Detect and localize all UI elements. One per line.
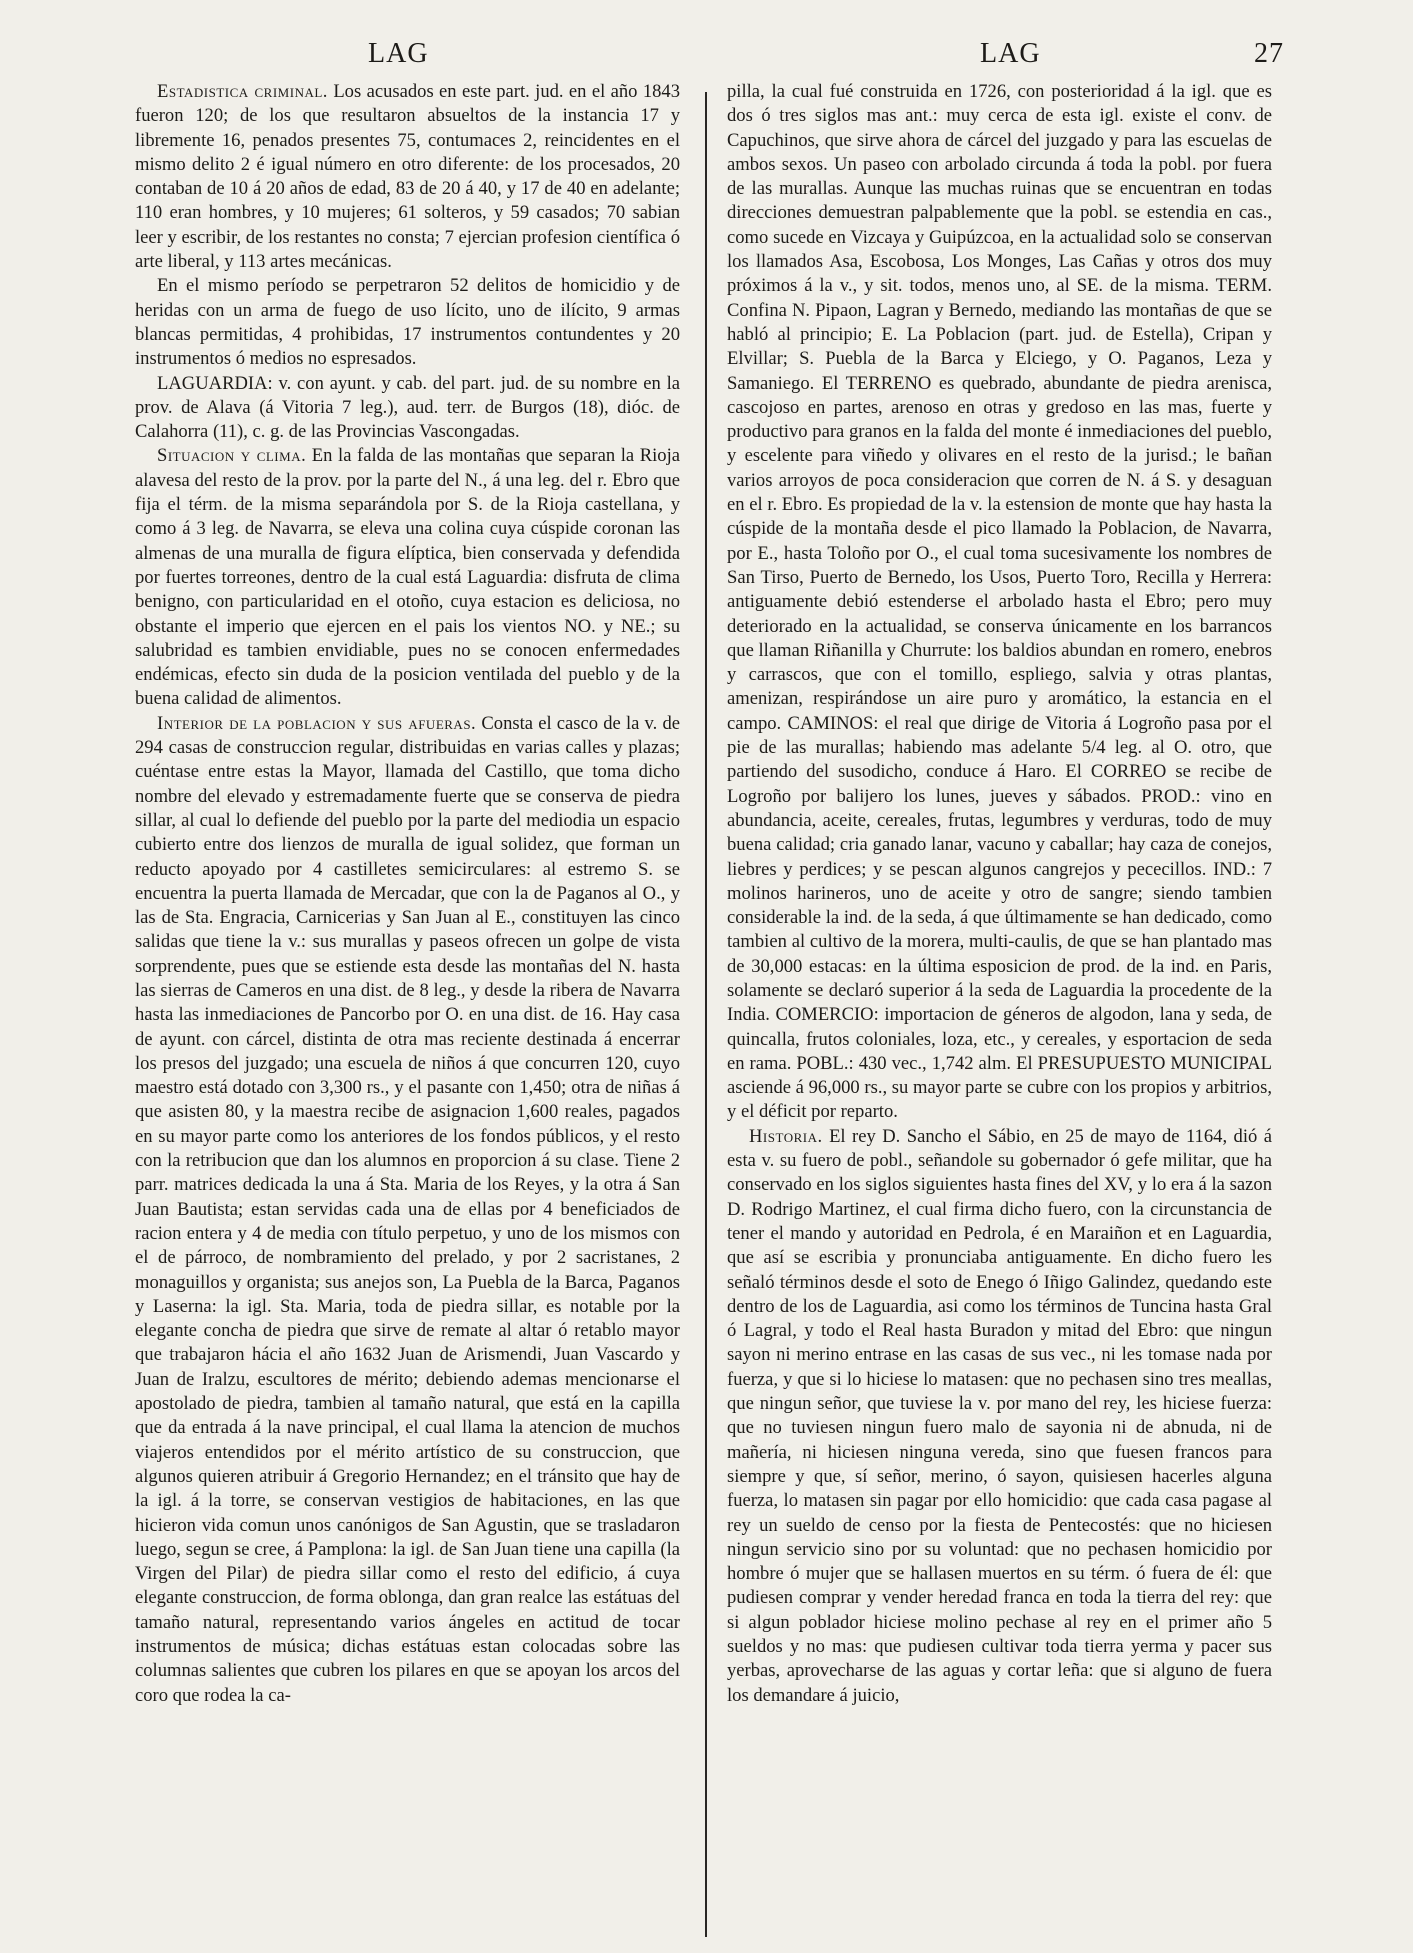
running-head-right: LAG: [980, 38, 1041, 69]
paragraph-text: pilla, la cual fué construida en 1726, con posterioridad á la igl. que es dos ó tres siglos mas ant.: muy cerca de esta igl. existe el conv. de Capuchinos, que sirve ahora de cárcel del juzgado y para las escuelas de ambos sexos. Un paseo con arbolado circunda á toda la pobl. por fuera de las murallas. Aunque las muchas ruinas que se encuentran en todas direcciones demuestran palpablemente que la pobl. se estendia en cas., como sucede en Vizcaya y Guipúzcoa, en la actualidad solo se conservan los llamados Asa, Escobosa, Los Monges, Las Cañas y otros dos muy próximos á la v., y sit. todos, menos uno, al SE. de la misma. TERM. Confina N. Pipaon, Lagran y Bernedo, mediando las montañas de que se habló al principio; E. La Poblacion (part. jud. de Estella), Cripan y Elvillar; S. Puebla de la Barca y Elciego, y O. Paganos, Leza y Samaniego. El TERRENO es quebrado, abundante de piedra arenisca, cascojoso en partes, arenoso en otras y gredoso en las mas, fuerte y productivo para granos en la falda del monte é inmediaciones del pueblo, y escelente para viñedo y olivares en el resto de la jurisd.; le bañan varios arroyos de poca consideracion que corren de N. á S. y desaguan en el r. Ebro. Es propiedad de la v. la estension de monte que hay hasta la cúspide de la montaña desde el pico llamado la Poblacion, de Navarra, por E., hasta Toloño por O., el cual toma sucesivamente los nombres de San Tirso, Puerto de Bernedo, los Usos, Puerto Toro, Recilla y Herrera: antiguamente debió estenderse el arbolado hasta el Ebro; pero muy deteriorado en la actualidad, se conserva únicamente en los barrancos que llaman Riñanilla y Churrute: los baldios abundan en romero, enebros y carrascos, que con el tomillo, espliego, salvia y otras plantas, amenizan, respirándose un aire puro y aromático, la estancia en el campo. CAMINOS: el real que dirige de Vitoria á Logroño pasa por el pie de las murallas; habiendo mas adelante 5/4 leg. al O. otro, que partiendo del susodicho, conduce á Haro. El CORREO se recibe de Logroño por balijero los lunes, jueves y sábados. PROD.: vino en abundancia, aceite, cereales, frutas, legumbres y verduras, todo de muy buena calidad; cria ganado lanar, vacuno y caballar; hay caza de conejos, liebres y perdices; y se pescan algunos cangrejos y pececillos. IND.: 7 molinos harineros, uno de aceite y otro de sangre; siendo tambien considerable la ind. de la seda, á que últimamente se han dedicado, como tambien al cultivo de la morera, multi-caulis, de que se han plantado mas de 30,000 estacas: en la última esposicion de prod. de la ind. en Paris, solamente se declaró superior á la seda de Laguardia la procedente de la India. COMERCIO: importacion de géneros de algodon, lana y seda, de quincalla, frutos coloniales, loza, etc., y cereales, y esportacion de seda en rama. POBL.: 430 vec., 1,742 alm. El PRESUPUESTO MUNICIPAL asciende á 96,000 rs., su mayor parte se cubre con los propios y arbitrios, y el déficit por reparto.: [727, 81, 1272, 1123]
paragraph-interior: [135, 712, 680, 1708]
column-divider: [705, 92, 707, 1937]
paragraph-situacion: [135, 444, 680, 711]
section-label: Interior de la poblacion y sus afueras.: [157, 712, 477, 734]
paragraph-continuation: [727, 80, 1272, 1125]
paragraph-historia: [727, 1125, 1272, 1708]
page-number: 27: [1254, 38, 1284, 69]
paragraph-text: Los acusados en este part. jud. en el año 1843 fueron 120; de los que resultaron absueltos de la instancia 17 y libremente 16, penados presentes 75, contumaces 2, reincidentes en el mismo delito 2 é igual número en otro diferente: de los procesados, 20 contaban de 10 á 20 años de edad, 83 de 20 á 40, y 17 de 40 en adelante; 110 eran hombres, y 10 mujeres; 61 solteros, y 59 casados; 70 sabian leer y escribir, de los restantes no consta; 7 ejercian profesion científica ó arte liberal, y 113 artes mecánicas.: [135, 81, 681, 273]
running-head-left: LAG: [368, 38, 429, 69]
right-column: [727, 80, 1272, 1708]
paragraph-text: El rey D. Sancho el Sábio, en 25 de mayo de 1164, dió á esta v. su fuero de pobl., señandole su gobernador ó gefe militar, que ha conservado en los siglos siguientes hasta fines del XV, y lo era á la sazon D. Rodrigo Martinez, el cual firma dicho fuero, con la circunstancia de tener el mando y autoridad en Pedrola, é en Maraiñon et en Laguardia, que así se escribia y pronunciaba antiguamente. En dicho fuero les señaló términos desde el soto de Enego ó Iñigo Galindez, quedando este dentro de los de Laguardia, asi como los términos de Tuncina hasta Gral ó Lagral, y todo el Real hasta Buradon y mitad del Ebro: que ningun sayon ni merino entrase en las casas de sus vec., ni les tomase nada por fuerza, y que si lo hiciese lo matasen: que no pechasen sino tres meallas, que ningun señor, que tuviese la v. por mano del rey, les hiciese fuerza: que no tuviesen ningun fuero malo de sayonia ni de abnuda, ni de mañería, ni hiciesen ninguna vereda, sino que fuesen francos para siempre y que, sí señor, merino, ó sayon, quisiesen hacerles alguna fuerza, lo matasen sin pagar por ello homicidio: que cada casa pagase al rey un sueldo de censo por la fiesta de Pentecostés: que no hiciesen ningun servicio sino por su voluntad: que no pechasen homicidio por hombre ó mujer que se hallasen muertos en su térm. ó fuera de él: que pudiesen comprar y vender heredad franca en toda la tierra del rey: que si algun poblador hiciese molino pechase al rey en el primer año 5 sueldos y no mas: que pudiesen cultivar toda tierra yerma y pacer sus yerbas, aprovecharse de las aguas y cortar leña: que si alguno de fuera los demandare á juicio,: [727, 1125, 1272, 1706]
section-label: Situacion y clima.: [157, 445, 307, 467]
paragraph-text: LAGUARDIA: v. con ayunt. y cab. del part. jud. de su nombre en la prov. de Alava (á Vitoria 7 leg.), aud. terr. de Burgos (18), dióc. de Calahorra (11), c. g. de las Provincias Vascongadas.: [135, 372, 680, 443]
left-column: [135, 80, 680, 1708]
paragraph-delitos: [135, 274, 680, 371]
paragraph-text: En la falda de las montañas que separan la Rioja alavesa del resto de la prov. por la parte del N., á una leg. del r. Ebro que fija el térm. de la misma separándola por S. de la Rioja castellana, y como á 3 leg. de Navarra, se eleva una colina cuya cúspide coronan las almenas de una muralla de figura elíptica, bien conservada y defendida por fuertes torreones, dentro de la cual está Laguardia: disfruta de clima benigno, con particularidad en el otoño, cuya estacion es deliciosa, no obstante el imperio que ejercen en el pais los vientos NO. y NE.; su salubridad es tambien envidiable, pues no se conocen enfermedades endémicas, efecto sin duda de la posicion ventilada del pueblo y de la buena calidad de alimentos.: [135, 445, 680, 710]
paragraph-text: Consta el casco de la v. de 294 casas de construccion regular, distribuidas en varias calles y plazas; cuéntase entre estas la Mayor, llamada del Castillo, que toma dicho nombre del elevado y estremadamente fuerte que se conserva de piedra sillar, al cual lo defiende del pueblo por la parte del mediodia un espacio cubierto entre dos lienzos de muralla de igual solidez, que forman un reducto apoyado por 4 castilletes semicirculares: al estremo S. se encuentra la puerta llamada de Mercadar, que con la de Paganos al O., y las de Sta. Engracia, Carnicerias y San Juan al E., constituyen las cinco salidas que tiene la v.: sus murallas y paseos ofrecen un golpe de vista sorprendente, pues que se estiende esta desde las montañas del N. hasta las sierras de Cameros en una dist. de 8 leg., y desde la ribera de Navarra hasta las inmediaciones de Pancorbo por O. en una dist. de 16. Hay casa de ayunt. con cárcel, distinta de otra mas reciente destinada á encerrar los presos del juzgado; una escuela de niños á que concurren 120, cuyo maestro está dotado con 3,300 rs., y el pasante con 1,450; otra de niñas á que asisten 80, y la maestra recibe de asignacion 1,600 reales, pagados en su mayor parte como los anteriores de los fondos públicos, y el resto con la retribucion que dan los alumnos en proporcion á su clase. Tiene 2 parr. matrices dedicada la una á Sta. Maria de los Reyes, y la otra á San Juan Bautista; estan servidas cada una de ellas por 4 beneficiados de racion entera y 4 de media con título perpetuo, y uno de los mismos con el de párroco, de nombramiento del prelado, y por 2 sacristanes, 2 monaguillos y organista; sus anejos son, La Puebla de la Barca, Paganos y Laserna: la igl. Sta. Maria, toda de piedra sillar, es notable por la elegante concha de piedra que sirve de remate al altar ó retablo mayor que trabajaron hácia el año 1632 Juan de Arismendi, Juan Vascardo y Juan de Iralzu, escultores de mérito; debiendo ademas mencionarse el apostolado de piedra, tambien al tamaño natural, que está en la capilla que da entrada á la nave principal, el cual llama la atencion de muchos viajeros entendidos por el mérito artístico de su construccion, que algunos quieren atribuir á Gregorio Hernandez; en el tránsito que hay de la igl. á la torre, se conservan vestigios de habitaciones, en las que hicieron vida comun unos canónigos de San Agustin, que se trasladaron luego, segun se cree, á Pamplona: la igl. de San Juan tiene una capilla (la Virgen del Pilar) de piedra sillar como el resto del edificio, á cuya elegante construccion, de forma oblonga, dan gran realce las estátuas del tamaño natural, representando varios ángeles en actitud de tocar instrumentos de música; dichas estátuas estan colocadas sobre las columnas salientes que cubren los pilares en que se apoyan los arcos del coro que rodea la ca-: [135, 712, 680, 1706]
section-label: Historia.: [749, 1125, 823, 1147]
paragraph-estadistica: [135, 80, 680, 274]
paragraph-laguardia-entry: [135, 372, 680, 445]
section-label: Estadistica criminal.: [157, 81, 328, 102]
paragraph-text: En el mismo período se perpetraron 52 delitos de homicidio y de heridas con un arma de fuego de uso lícito, uno de ilícito, 9 armas blancas permitidas, 4 prohibidas, 17 instrumentos contundentes y 20 instrumentos ó medios no espresados.: [135, 275, 680, 370]
